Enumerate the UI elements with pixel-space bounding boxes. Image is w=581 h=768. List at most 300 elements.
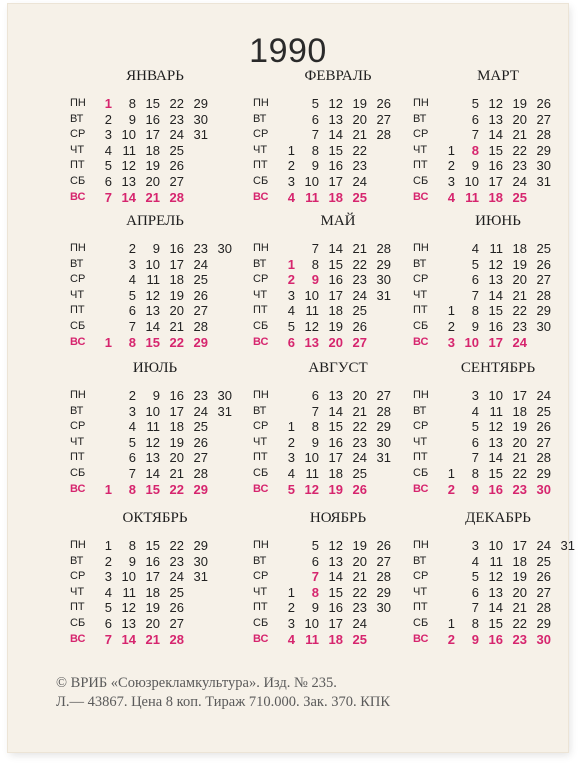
day-number: 24 [352, 173, 367, 189]
day-number: 27 [193, 303, 208, 319]
month-name: СЕНТЯБРЬ [460, 360, 536, 376]
day-number: 16 [169, 388, 184, 403]
weekday-label: СР [413, 570, 429, 583]
day-number: 2 [287, 158, 295, 174]
weekday-label: ВС [70, 632, 86, 645]
weekday-label: ПН [413, 539, 429, 551]
day-number: 4 [104, 142, 112, 158]
day-number: 28 [376, 241, 391, 256]
month-name: ИЮНЬ [475, 213, 521, 229]
month-block [413, 510, 581, 650]
day-number: 5 [128, 434, 136, 450]
weekday-label: ЧТ [70, 585, 85, 598]
day-number: 11 [122, 142, 136, 158]
weekday-label: СР [253, 420, 269, 433]
day-number: 8 [311, 584, 319, 600]
weekday-label: ЧТ [70, 435, 85, 448]
day-number: 25 [169, 142, 184, 158]
day-number: 26 [536, 256, 551, 272]
weekday-label: ПТ [70, 451, 85, 464]
day-number: 16 [328, 434, 343, 450]
day-number: 26 [169, 158, 184, 174]
day-number: 28 [169, 631, 184, 647]
weekday-row [253, 272, 423, 288]
day-number: 16 [328, 600, 343, 616]
day-number: 27 [376, 388, 391, 403]
day-number: 2 [104, 553, 112, 569]
day-number: 12 [145, 434, 160, 450]
day-number: 20 [512, 111, 527, 127]
day-number: 24 [512, 173, 527, 189]
weekday-row [413, 303, 581, 319]
day-number: 25 [193, 419, 208, 435]
weekday-row [70, 288, 240, 304]
weekday-row [70, 600, 240, 616]
day-number: 22 [169, 96, 184, 111]
weekday-label: ВТ [70, 112, 84, 125]
day-number: 3 [128, 403, 136, 419]
day-rows [413, 96, 581, 205]
day-number: 11 [305, 631, 319, 647]
day-number: 29 [193, 481, 208, 497]
day-number: 4 [128, 272, 136, 288]
month-name: АПРЕЛЬ [126, 213, 184, 229]
day-rows [70, 241, 240, 350]
day-number: 14 [145, 318, 160, 334]
day-number: 24 [512, 334, 527, 350]
day-number: 14 [328, 569, 343, 585]
weekday-row [413, 419, 581, 435]
day-number: 31 [560, 538, 575, 553]
weekday-row [70, 482, 240, 498]
day-number: 20 [169, 303, 184, 319]
weekday-row [253, 404, 423, 420]
day-number: 29 [376, 584, 391, 600]
day-number: 31 [376, 450, 391, 466]
day-number: 10 [304, 615, 319, 631]
day-number: 29 [193, 334, 208, 350]
day-number: 2 [128, 241, 136, 256]
day-number: 12 [145, 287, 160, 303]
weekday-row [413, 158, 581, 174]
day-number: 16 [169, 241, 184, 256]
weekday-row [413, 554, 581, 570]
day-number: 1 [287, 584, 295, 600]
day-number: 27 [536, 584, 551, 600]
day-number: 14 [145, 465, 160, 481]
day-number: 12 [328, 538, 343, 553]
month-name: ОКТЯБРЬ [122, 510, 188, 526]
day-number: 18 [328, 631, 343, 647]
day-number: 13 [328, 388, 343, 403]
day-number: 19 [328, 318, 343, 334]
day-number: 20 [169, 450, 184, 466]
weekday-label: ПТ [413, 601, 428, 614]
day-number: 31 [376, 287, 391, 303]
weekday-label: СБ [70, 466, 86, 479]
day-number: 13 [488, 111, 503, 127]
day-number: 1 [104, 334, 112, 350]
day-number: 28 [536, 127, 551, 143]
month-block [70, 510, 240, 650]
day-number: 5 [104, 600, 112, 616]
weekday-row [70, 450, 240, 466]
day-number: 1 [104, 96, 112, 111]
day-number: 11 [146, 419, 160, 435]
weekday-row [413, 466, 581, 482]
weekday-row [70, 538, 240, 554]
day-number: 19 [512, 419, 527, 435]
day-number: 19 [145, 158, 160, 174]
day-number: 17 [488, 334, 503, 350]
weekday-label: ПН [70, 97, 86, 109]
day-number: 5 [104, 158, 112, 174]
day-number: 30 [217, 388, 232, 403]
day-number: 3 [287, 173, 295, 189]
day-number: 21 [145, 189, 160, 205]
day-number: 6 [471, 111, 479, 127]
day-number: 14 [488, 127, 503, 143]
weekday-label: ВС [253, 632, 269, 645]
weekday-row [413, 585, 581, 601]
day-number: 21 [352, 241, 367, 256]
day-number: 25 [352, 303, 367, 319]
month-block [253, 68, 423, 208]
day-number: 29 [536, 303, 551, 319]
day-number: 13 [488, 434, 503, 450]
weekday-row [253, 466, 423, 482]
day-number: 9 [311, 272, 319, 288]
day-number: 24 [536, 538, 551, 553]
weekday-label: ПТ [413, 159, 428, 172]
day-number: 5 [311, 538, 319, 553]
day-number: 23 [512, 158, 527, 174]
weekday-row [253, 419, 423, 435]
day-number: 19 [512, 256, 527, 272]
day-number: 7 [311, 403, 319, 419]
weekday-label: ВС [70, 482, 86, 495]
day-number: 9 [471, 481, 479, 497]
day-number: 18 [488, 189, 503, 205]
weekday-row [70, 585, 240, 601]
day-number: 5 [287, 318, 295, 334]
day-number: 10 [488, 538, 503, 553]
weekday-row [253, 569, 423, 585]
day-number: 23 [352, 272, 367, 288]
day-number: 7 [471, 287, 479, 303]
day-number: 26 [193, 287, 208, 303]
day-number: 22 [512, 142, 527, 158]
weekday-row [413, 319, 581, 335]
day-number: 27 [536, 272, 551, 288]
weekday-label: ВТ [413, 404, 427, 417]
month-block [413, 213, 581, 353]
weekday-label: СБ [70, 319, 86, 332]
day-number: 7 [311, 127, 319, 143]
month-block [253, 213, 423, 353]
day-number: 7 [311, 569, 319, 585]
day-number: 9 [471, 631, 479, 647]
day-rows [413, 241, 581, 350]
weekday-label: ЧТ [413, 143, 428, 156]
weekday-label: СБ [413, 319, 429, 332]
day-rows [70, 538, 240, 647]
weekday-label: ЧТ [253, 288, 268, 301]
day-number: 10 [121, 127, 136, 143]
day-number: 11 [465, 189, 479, 205]
day-number: 14 [121, 189, 136, 205]
weekday-row [70, 319, 240, 335]
weekday-row [70, 112, 240, 128]
day-number: 15 [145, 96, 160, 111]
day-number: 21 [512, 450, 527, 466]
day-number: 14 [328, 241, 343, 256]
day-number: 27 [536, 434, 551, 450]
day-number: 20 [512, 272, 527, 288]
day-number: 7 [104, 631, 112, 647]
weekday-row [413, 112, 581, 128]
day-number: 19 [352, 96, 367, 111]
day-number: 2 [447, 318, 455, 334]
weekday-row [413, 404, 581, 420]
day-number: 2 [447, 631, 455, 647]
day-number: 4 [287, 465, 295, 481]
day-number: 13 [488, 272, 503, 288]
day-number: 16 [145, 111, 160, 127]
day-number: 2 [287, 600, 295, 616]
day-number: 12 [488, 256, 503, 272]
day-number: 5 [471, 96, 479, 111]
month-name: МАРТ [477, 68, 519, 84]
day-number: 18 [328, 189, 343, 205]
weekday-row [413, 538, 581, 554]
day-number: 17 [145, 127, 160, 143]
day-number: 10 [464, 173, 479, 189]
day-number: 16 [488, 318, 503, 334]
month-block [70, 360, 240, 500]
day-number: 30 [193, 553, 208, 569]
day-number: 5 [471, 419, 479, 435]
day-rows [70, 96, 240, 205]
weekday-row [413, 435, 581, 451]
day-number: 8 [311, 256, 319, 272]
day-number: 7 [128, 318, 136, 334]
day-number: 6 [471, 584, 479, 600]
day-rows [413, 388, 581, 497]
day-number: 12 [488, 569, 503, 585]
weekday-label: СР [253, 128, 269, 141]
weekday-row [413, 272, 581, 288]
day-number: 30 [193, 111, 208, 127]
day-number: 2 [447, 481, 455, 497]
day-number: 10 [304, 173, 319, 189]
day-number: 18 [169, 419, 184, 435]
day-number: 8 [471, 465, 479, 481]
day-number: 30 [536, 318, 551, 334]
weekday-row [253, 600, 423, 616]
day-number: 23 [512, 481, 527, 497]
weekday-row [70, 174, 240, 190]
day-number: 1 [447, 303, 455, 319]
day-number: 18 [328, 465, 343, 481]
weekday-label: ВТ [70, 404, 84, 417]
day-number: 6 [311, 111, 319, 127]
day-number: 27 [193, 450, 208, 466]
day-rows [70, 388, 240, 497]
day-number: 2 [104, 111, 112, 127]
day-number: 26 [536, 569, 551, 585]
day-number: 8 [311, 142, 319, 158]
weekday-row [70, 96, 240, 112]
weekday-row [70, 143, 240, 159]
weekday-label: ЧТ [413, 585, 428, 598]
day-number: 9 [128, 553, 136, 569]
weekday-label: ЧТ [413, 435, 428, 448]
weekday-row [413, 190, 581, 206]
month-block [413, 68, 581, 208]
day-number: 21 [352, 127, 367, 143]
calendar-year: 1990 [249, 32, 327, 70]
day-number: 4 [287, 189, 295, 205]
day-number: 7 [104, 189, 112, 205]
weekday-label: СБ [253, 466, 269, 479]
day-number: 28 [536, 450, 551, 466]
day-number: 12 [304, 481, 319, 497]
weekday-row [413, 127, 581, 143]
weekday-row [253, 190, 423, 206]
weekday-label: ВС [70, 335, 86, 348]
weekday-row [413, 616, 581, 632]
day-number: 20 [352, 553, 367, 569]
day-number: 16 [328, 158, 343, 174]
day-number: 25 [169, 584, 184, 600]
day-number: 19 [512, 96, 527, 111]
weekday-row [413, 388, 581, 404]
month-block [253, 510, 423, 650]
month-name: МАЙ [320, 213, 356, 229]
day-number: 31 [193, 127, 208, 143]
weekday-label: ВС [253, 190, 269, 203]
weekday-row [70, 241, 240, 257]
day-number: 18 [512, 553, 527, 569]
weekday-label: ЧТ [253, 585, 268, 598]
day-number: 14 [488, 287, 503, 303]
weekday-row [413, 257, 581, 273]
day-number: 9 [311, 600, 319, 616]
day-number: 25 [193, 272, 208, 288]
weekday-row [253, 616, 423, 632]
day-number: 4 [287, 631, 295, 647]
day-number: 10 [304, 450, 319, 466]
day-number: 15 [328, 256, 343, 272]
day-number: 24 [352, 287, 367, 303]
weekday-row [253, 632, 423, 648]
day-number: 29 [193, 96, 208, 111]
day-number: 22 [169, 334, 184, 350]
weekday-row [413, 600, 581, 616]
weekday-label: ЧТ [253, 143, 268, 156]
day-number: 19 [169, 434, 184, 450]
day-number: 2 [128, 388, 136, 403]
day-number: 16 [145, 553, 160, 569]
day-number: 8 [128, 334, 136, 350]
day-number: 20 [328, 334, 343, 350]
day-number: 24 [169, 569, 184, 585]
day-number: 9 [128, 111, 136, 127]
day-number: 10 [488, 388, 503, 403]
weekday-label: СБ [253, 174, 269, 187]
day-number: 15 [328, 419, 343, 435]
weekday-label: СР [70, 570, 86, 583]
day-number: 7 [471, 450, 479, 466]
weekday-label: ПТ [70, 601, 85, 614]
weekday-label: СБ [253, 319, 269, 332]
day-number: 21 [352, 403, 367, 419]
day-number: 7 [128, 465, 136, 481]
day-number: 5 [311, 96, 319, 111]
day-number: 30 [217, 241, 232, 256]
day-rows [253, 388, 423, 497]
day-number: 11 [146, 272, 160, 288]
day-number: 8 [311, 419, 319, 435]
day-number: 23 [169, 111, 184, 127]
weekday-label: СБ [70, 174, 86, 187]
month-name: ФЕВРАЛЬ [304, 68, 372, 84]
day-number: 26 [536, 419, 551, 435]
day-number: 25 [536, 553, 551, 569]
day-number: 20 [145, 615, 160, 631]
weekday-row [253, 241, 423, 257]
day-number: 18 [145, 584, 160, 600]
day-number: 13 [121, 615, 136, 631]
day-number: 7 [471, 127, 479, 143]
weekday-label: ПН [413, 389, 429, 401]
weekday-label: ПН [413, 242, 429, 254]
weekday-label: ВС [253, 335, 269, 348]
weekday-row [253, 554, 423, 570]
day-number: 22 [512, 303, 527, 319]
day-number: 23 [512, 631, 527, 647]
day-number: 30 [536, 631, 551, 647]
day-number: 12 [304, 318, 319, 334]
weekday-label: ВС [413, 482, 429, 495]
day-number: 21 [352, 569, 367, 585]
weekday-label: ПТ [253, 304, 268, 317]
day-number: 29 [376, 256, 391, 272]
day-number: 5 [128, 287, 136, 303]
weekday-label: ПТ [413, 451, 428, 464]
day-number: 8 [128, 481, 136, 497]
weekday-row [253, 127, 423, 143]
day-number: 19 [352, 538, 367, 553]
weekday-row [253, 112, 423, 128]
weekday-row [253, 388, 423, 404]
weekday-row [253, 585, 423, 601]
weekday-label: СР [253, 570, 269, 583]
month-block [70, 68, 240, 208]
weekday-label: ЧТ [70, 143, 85, 156]
day-number: 4 [471, 241, 479, 256]
day-rows [253, 96, 423, 205]
weekday-row [253, 319, 423, 335]
month-block [253, 360, 423, 500]
day-number: 4 [104, 584, 112, 600]
day-number: 1 [447, 615, 455, 631]
day-number: 17 [328, 450, 343, 466]
day-number: 23 [193, 388, 208, 403]
weekday-row [253, 482, 423, 498]
month-name: АВГУСТ [308, 360, 368, 376]
